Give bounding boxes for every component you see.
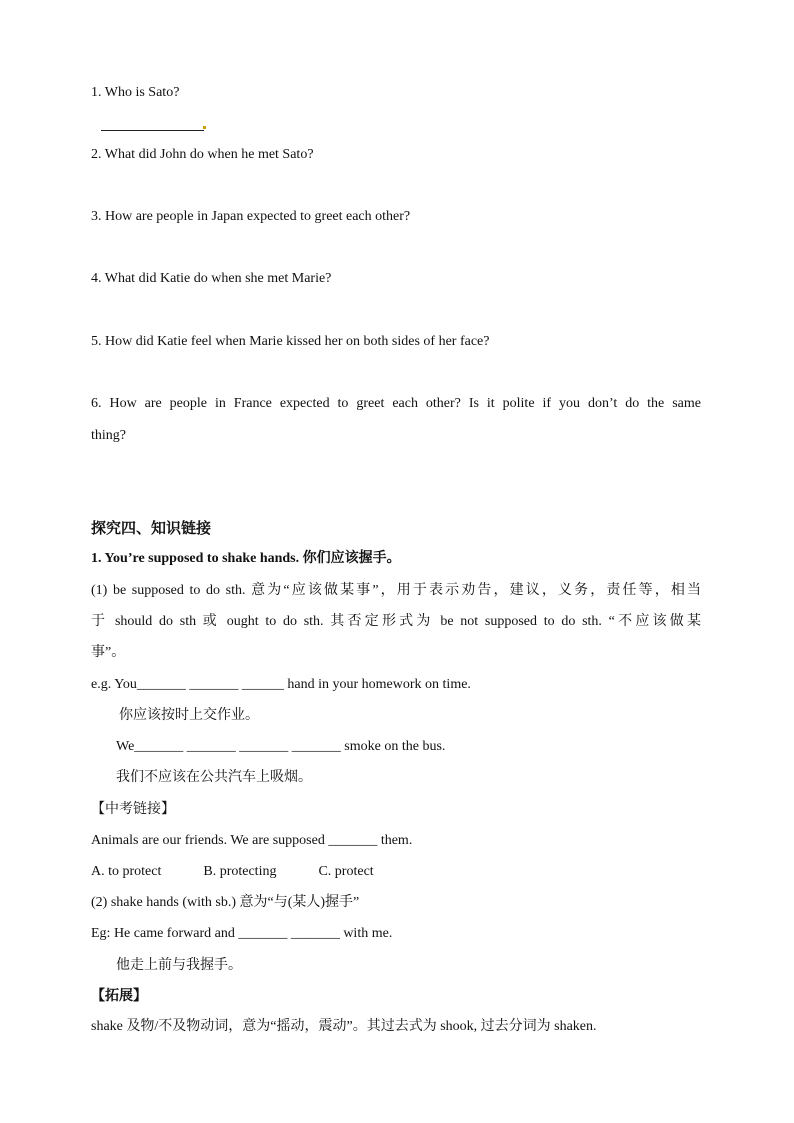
- example-3-cn: 他走上前与我握手。: [116, 957, 242, 973]
- zhongkao-heading: 【中考链接】: [91, 801, 175, 817]
- example-1-en: e.g. You_______ _______ ______ hand in your homework on time.: [91, 677, 471, 692]
- example-2-cn: 我们不应该在公共汽车上吸烟。: [116, 769, 312, 785]
- tuozhan-heading: 【拓展】: [91, 988, 147, 1004]
- question-1: 1. Who is Sato?: [91, 85, 180, 100]
- question-5: 5. How did Katie feel when Marie kissed her on both sides of her face?: [91, 334, 490, 349]
- zhongkao-options: A. to protect B. protecting C. protect: [91, 864, 374, 879]
- question-4: 4. What did Katie do when she met Marie?: [91, 271, 332, 286]
- question-6-line1: 6. How are people in France expected to greet each other? Is it polite if you don’t do the same: [91, 396, 701, 411]
- answer-blank[interactable]: [101, 130, 204, 131]
- para1-line2: 于 should do sth 或 ought to do sth. 其否定形式为 be not supposed to do sth. “不应该做某: [91, 614, 701, 629]
- question-6-line2: thing?: [91, 428, 126, 443]
- zhongkao-question: Animals are our friends. We are supposed _______ them.: [91, 833, 413, 848]
- para1-line3: 事”。: [91, 645, 126, 660]
- section-heading: 探究四、知识链接: [91, 519, 212, 537]
- para2: (2) shake hands (with sb.) 意为“与(某人)握手”: [91, 895, 360, 910]
- example-2-en: We_______ _______ _______ _______ smoke on the bus.: [116, 739, 446, 754]
- question-3: 3. How are people in Japan expected to greet each other?: [91, 209, 411, 224]
- blank-marker: [203, 126, 206, 129]
- tuozhan-text: shake 及物/不及物动词，意为“摇动，震动”。其过去式为 shook, 过去分词为 shaken.: [91, 1019, 597, 1034]
- question-2: 2. What did John do when he met Sato?: [91, 147, 314, 162]
- example-1-cn: 你应该按时上交作业。: [119, 707, 259, 723]
- example-3-en: Eg: He came forward and _______ _______ with me.: [91, 926, 393, 941]
- para1-line1: (1) be supposed to do sth. 意为“应该做某事”，用于表示劝告，建议，义务，责任等，相当: [91, 583, 701, 598]
- point-1: 1. You’re supposed to shake hands. 你们应该握手。: [91, 551, 401, 566]
